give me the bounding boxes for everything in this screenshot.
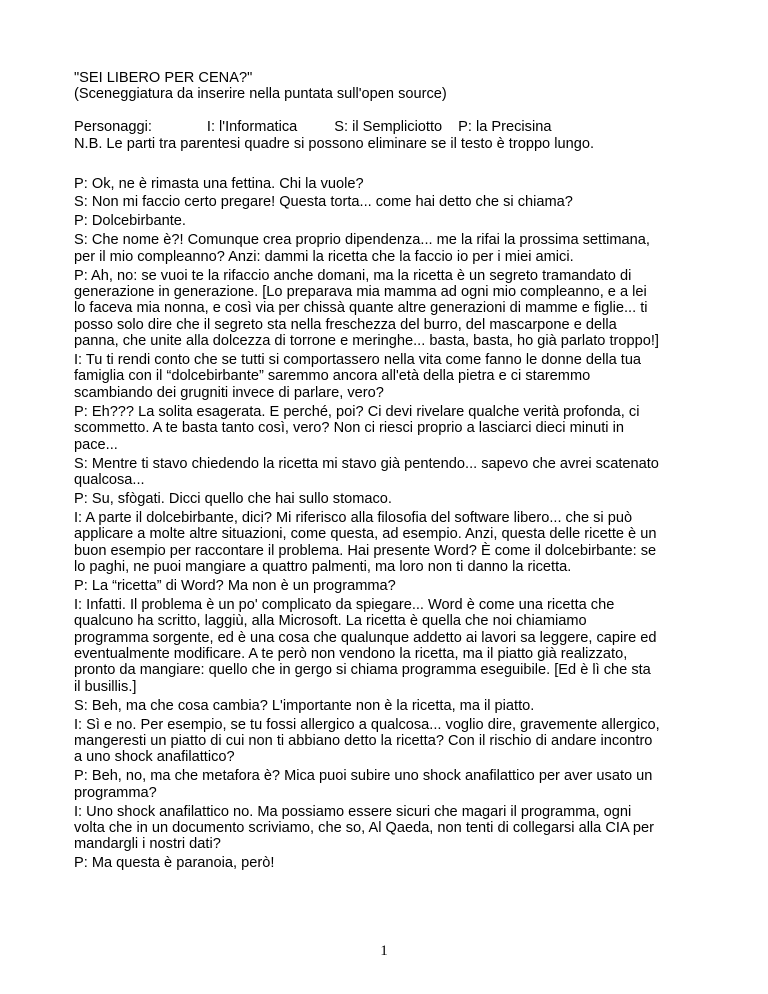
document-title: "SEI LIBERO PER CENA?" (74, 70, 253, 86)
text-line: I: Sì e no. Per esempio, se tu fossi allergico a qualcosa... voglio dire, gravemente allergico, (74, 716, 660, 733)
text-line: buon esempio per raccontare il problema. Hai presente Word? È come il dolcebirbante: se (74, 542, 657, 559)
dialogue-line: S: Beh, ma che cosa cambia? L'importante non è la ricetta, ma il piatto. (74, 697, 535, 714)
dialogue-line: P: La “ricetta” di Word? Ma non è un programma? (74, 577, 396, 594)
text-line: per il mio compleanno? Anzi: dammi la ricetta che la faccio io per i miei amici. (74, 248, 574, 265)
dialogue-line: P: Su, sfògati. Dicci quello che hai sullo stomaco. (74, 490, 392, 507)
text-line: famiglia con il “dolcebirbante” saremmo ancora all'età della pietra e ci staremmo (74, 368, 591, 385)
text-line: pronto da mangiare: quello che in gergo si chiama programma eseguibile. [Ed è lì che sta (74, 662, 651, 679)
text-line: a uno shock anafilattico? (74, 749, 235, 766)
characters-line (74, 119, 696, 135)
text-line: pace... (74, 436, 118, 453)
text-line: posso solo dire che il segreto sta nella freschezza del burro, del mascarpone e della (74, 316, 617, 333)
text-line: programma? (74, 784, 157, 801)
dialogue-line: P: Dolcebirbante. (74, 213, 186, 230)
dialogue-line (74, 717, 696, 766)
document-page (74, 70, 696, 872)
text-line: il busillis.] (74, 678, 137, 695)
dialogue-line (74, 597, 696, 695)
dialogue-line: P: Ma questa è paranoia, però! (74, 855, 275, 872)
text-line: mangeresti un piatto di cui non ti abbiano detto la ricetta? Con il rischio di andare incontro (74, 733, 653, 750)
text-line: S: Che nome è?! Comunque crea proprio dipendenza... me la rifai la prossima settimana, (74, 232, 650, 249)
page-number: 1 (380, 943, 388, 959)
text-line: panna, che unite alla dolcezza di torrone e meringhe... basta, basta, ho già parlato troppo!] (74, 333, 659, 350)
text-line: I: Tu ti rendi conto che se tutti si comportassero nella vita come fanno le donne della tua (74, 352, 642, 369)
dialogue-line (74, 510, 696, 576)
document-subtitle: (Sceneggiatura da inserire nella puntata sull'open source) (74, 86, 447, 103)
note: N.B. Le parti tra parentesi quadre si possono eliminare se il testo è troppo lungo. (74, 135, 594, 152)
dialogue-line: P: Ok, ne è rimasta una fettina. Chi la vuole? (74, 175, 364, 192)
text-line: qualcosa... (74, 471, 145, 488)
text-line: generazione in generazione. [Lo preparava mia mamma ad ogni mio compleanno, e a lei (74, 283, 647, 300)
text-line: I: Uno shock anafilattico no. Ma possiamo essere sicuri che magari il programma, ogni (74, 803, 632, 820)
text-line: mandargli i nostri dati? (74, 836, 221, 853)
text-line: qualcuno ha scritto, laggiù, alla Microsoft. La ricetta è quella che noi chiamiamo (74, 613, 587, 630)
character-precisina: P: la Precisina (458, 119, 552, 136)
text-line: P: Beh, no, ma che metafora è? Mica puoi subire uno shock anafilattico per aver usato un (74, 768, 653, 785)
text-line: lo paghi, ne puoi mangiare a quattro palmenti, ma loro non ti danno la ricetta. (74, 558, 572, 575)
text-line: S: Mentre ti stavo chiedendo la ricetta mi stavo già pentendo... sapevo che avrei scatenato (74, 455, 659, 472)
dialogue-line (74, 768, 696, 801)
text-line: applicare a molte altre situazioni, come questa, ad esempio. Anzi, questa delle ricette è un (74, 526, 657, 543)
text-line: scommetto. A te basta tanto così, vero? Non ci riesci proprio a lasciarci dieci minuti in (74, 420, 624, 437)
characters-label: Personaggi: (74, 119, 152, 136)
dialogue-line: S: Non mi faccio certo pregare! Questa torta... come hai detto che si chiama? (74, 194, 573, 211)
dialogue-line (74, 268, 696, 350)
text-line: scambiando dei grugniti invece di parlare, vero? (74, 384, 384, 401)
dialogue-line (74, 352, 696, 401)
text-line: I: A parte il dolcebirbante, dici? Mi riferisco alla filosofia del software libero... che si può (74, 509, 633, 526)
text-line: programma sorgente, ed è una cosa che qualunque addetto ai lavori sa leggere, capire ed (74, 629, 657, 646)
dialogue-line (74, 804, 696, 853)
character-sempliciotto: S: il Sempliciotto (334, 119, 443, 136)
dialogue-line (74, 232, 696, 265)
text-line: volta che in un documento scriviamo, che so, Al Qaeda, non tenti di collegarsi alla CIA per (74, 820, 655, 837)
text-line: eventualmente modificare. A te però non vendono la ricetta, ma il piatto già realizzato, (74, 645, 628, 662)
text-line: I: Infatti. Il problema è un po' complicato da spiegare... Word è come una ricetta che (74, 596, 615, 613)
text-line: lo faceva mia nonna, e così via per chissà quante altre generazioni di mamme e figlie... ti (74, 300, 648, 317)
text-line: P: Eh??? La solita esagerata. E perché, poi? Ci devi rivelare qualche verità profonda, ci (74, 403, 640, 420)
dialogue-line (74, 456, 696, 489)
text-line: P: Ah, no: se vuoi te la rifaccio anche domani, ma la ricetta è un segreto tramandato di (74, 267, 632, 284)
character-informatica: I: l'Informatica (206, 119, 298, 136)
dialogue-line (74, 404, 696, 453)
